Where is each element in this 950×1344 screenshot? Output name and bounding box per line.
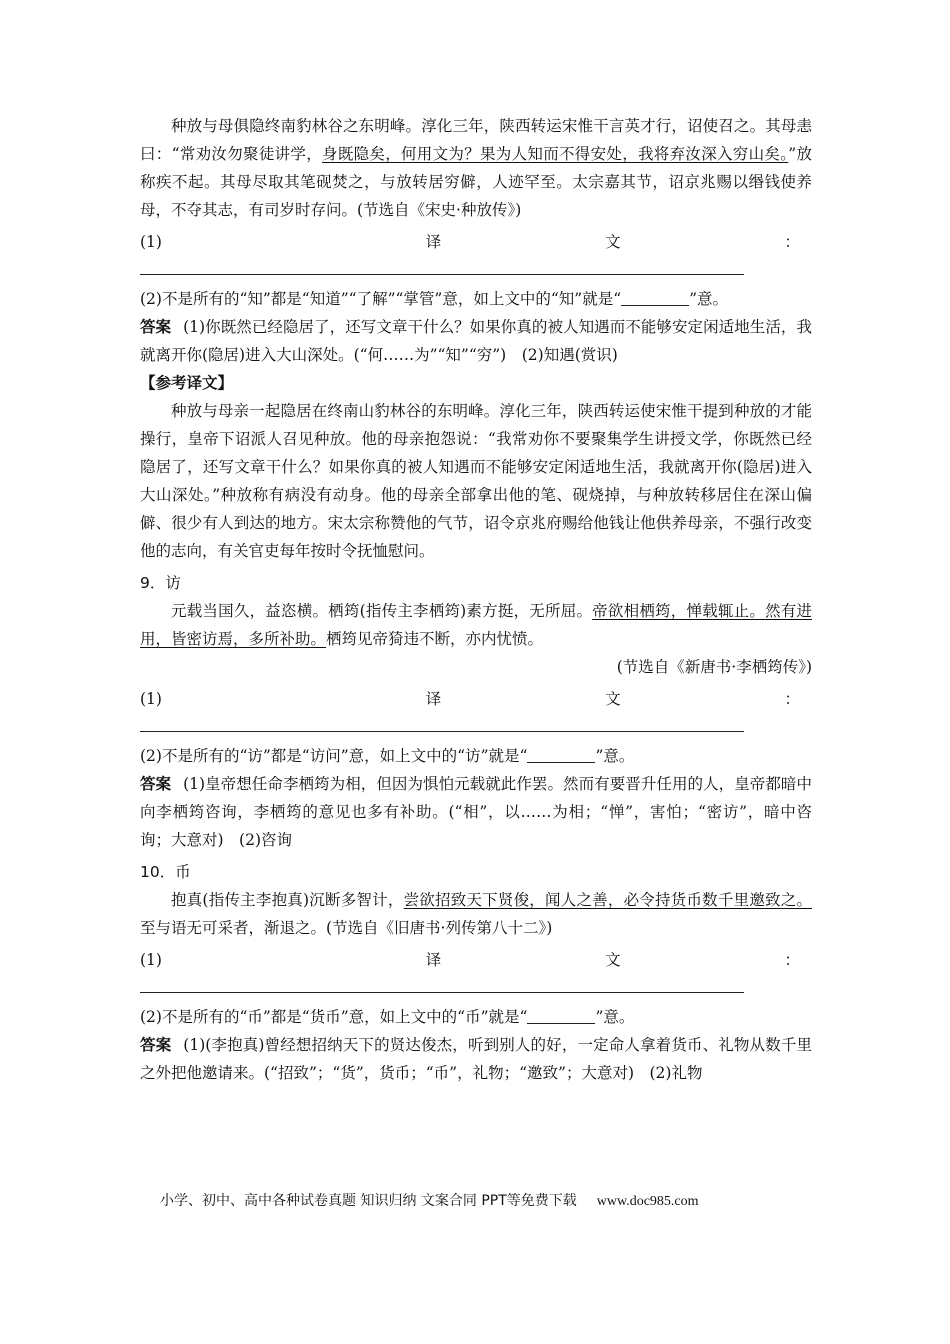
translation-label: (1) 译 文 ： — [140, 690, 800, 708]
answer-block: 答案 (1)你既然已经隐居了，还写文章干什么？如果你真的被人知遇而不能够安定闲适地生活，我就离开你(隐居)进入大山深处。(“何……为”“知”“穷”) (2)知遇(赏识) — [140, 318, 812, 364]
passage-li-bao-zhen: 抱真(指传主李抱真)沉断多智计，尝欲招致天下贤俊，闻人之善，必令持货币数千里邀致之。至与语无可采者，渐退之。(节选自《旧唐书·列传第八十二》) — [140, 891, 812, 937]
section-title-fang: 9．访 — [140, 574, 181, 592]
reference-translation: 种放与母亲一起隐居在终南山豹林谷的东明峰。淳化三年，陕西转运使宋惟干提到种放的才能操行，皇帝下诏派人召见种放。他的母亲抱怨说：“我常劝你不要聚集学生讲授文学，你既然已经隐居了，还写文章干什么？如果你真的被人知遇而不能够安定闲适地生活，我就离开你(隐居)进入大山深处。”种放称有病没有动身。他的母亲全部拿出他的笔、砚烧掉，与种放转移居住在深山偏僻、很少有人到达的地方。宋太宗称赞他的气节，诏令京兆府赐给他钱让他供养母亲，不强行改变他的志向，有关官吏每年按时令抚恤慰问。 — [140, 402, 812, 560]
fill-blank[interactable] — [527, 1009, 595, 1024]
question-2: (2)不是所有的“币”都是“货币”意，如上文中的“币”就是“ ”意。 — [140, 1008, 635, 1026]
translation-answer-line[interactable] — [140, 256, 744, 275]
page-footer — [160, 1190, 699, 1210]
passage-li-qi-yun: 元载当国久，益恣横。栖筠(指传主李栖筠)素方挺，无所屈。帝欲相栖筠，惮载辄止。然有进用，皆密访焉，多所补助。栖筠见帝猗违不断，亦内忧愤。 — [140, 602, 812, 648]
underlined-sentence: 尝欲招致天下贤俊，闻人之善，必令持货币数千里邀致之。 — [403, 891, 812, 909]
reference-translation-title: 【参考译文】 — [140, 374, 234, 392]
underlined-sentence: 身既隐矣，何用文为？果为人知而不得安处，我将弃汝深入穷山矣。 — [322, 145, 789, 163]
fill-blank[interactable] — [621, 291, 689, 306]
passage-zhong-fang: 种放与母俱隐终南豹林谷之东明峰。淳化三年，陕西转运宋惟干言英才行，诏使召之。其母恚曰：“常劝汝勿聚徒讲学，身既隐矣，何用文为？果为人知而不得安处，我将弃汝深入穷山矣。”放称疾不起。其母尽取其笔砚焚之，与放转居穷僻，人迹罕至。太宗嘉其节，诏京兆赐以缗钱使养母，不夺其志，有司岁时存问。(节选自《宋史·种放传》) — [140, 117, 812, 219]
question-2: (2)不是所有的“访”都是“访问”意，如上文中的“访”就是“ ”意。 — [140, 747, 635, 765]
answer-label: 答案 — [140, 318, 172, 336]
source-citation: (节选自《新唐书·李栖筠传》) — [616, 658, 812, 676]
answer-block: 答案 (1)(李抱真)曾经想招纳天下的贤达俊杰，听到别人的好，一定命人拿着货币、礼物从数千里之外把他邀请来。(“招致”；“货”，货币；“币”，礼物；“邀致”；大意对) (2)礼物 — [140, 1036, 812, 1082]
fill-blank[interactable] — [527, 748, 595, 763]
answer-label: 答案 — [140, 1036, 172, 1054]
footer-link[interactable]: www.doc985.com — [596, 1194, 699, 1209]
translation-label: (1) 译 文 ： — [140, 951, 800, 969]
translation-answer-line[interactable] — [140, 713, 744, 732]
answer-label: 答案 — [140, 775, 172, 793]
document-page — [140, 112, 812, 1087]
answer-block: 答案 (1)皇帝想任命李栖筠为相，但因为惧怕元载就此作罢。然而有要晋升任用的人，皇帝都暗中向李栖筠咨询，李栖筠的意见也多有补助。(“相”，以……为相；“惮”，害怕；“密访”，暗中咨询；大意对) (2)咨询 — [140, 775, 812, 849]
question-2: (2)不是所有的“知”都是“知道”“了解”“掌管”意，如上文中的“知”就是“ ”意。 — [140, 290, 729, 308]
section-title-bi: 10．币 — [140, 863, 191, 881]
translation-answer-line[interactable] — [140, 974, 744, 993]
translation-label: (1) 译 文 ： — [140, 233, 800, 251]
footer-text: 小学、初中、高中各种试卷真题 知识归纳 文案合同 PPT等免费下载 — [160, 1193, 577, 1209]
underlined-sentence: 帝欲相栖筠，惮载辄止。然有进用，皆密访焉，多所补助。 — [140, 602, 812, 648]
